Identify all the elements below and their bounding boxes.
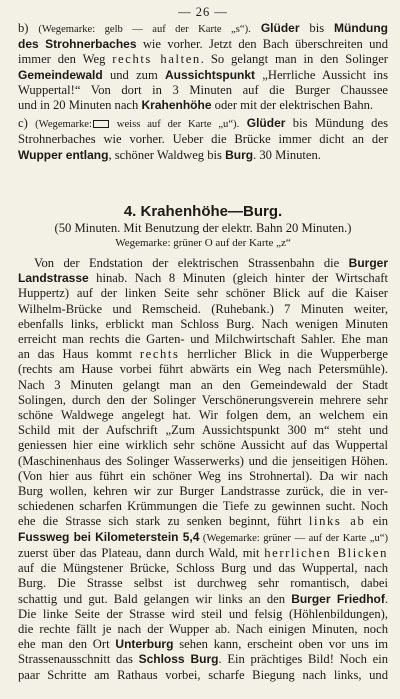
- text-span: bis Mündung des: [285, 116, 388, 131]
- text-span: (rechts am Hause vorbei führt abwärts ein Weg nach Petersmühle).: [18, 362, 388, 377]
- text-span: Burg. Die Strasse selbst ist durchweg sehr romantisch, dabei: [18, 576, 388, 591]
- section-b-line-3: [18, 52, 388, 67]
- body-line: [18, 652, 388, 667]
- place-name: Burger: [348, 256, 388, 271]
- body-line: [18, 499, 388, 514]
- text-span: und in 20 Minuten nach: [18, 98, 142, 113]
- body-line: [18, 637, 388, 652]
- body-line: [18, 469, 388, 484]
- text-span: .: [384, 591, 388, 606]
- body-line: [18, 454, 388, 469]
- text-span: , schöner Waldweg bis: [108, 147, 226, 162]
- text-span: wie vorher. Jetzt den Bach überschreiten und: [136, 37, 388, 52]
- waymark-note: (Wegemarke:: [35, 119, 92, 131]
- body-line: [18, 423, 388, 438]
- text-span: Schild mit der Aufschrift „Zum Aussichtspunkt 300 m“ steht und: [18, 423, 388, 438]
- text-span: Solingen, durch den der Solinger Verschönerungsverein mehrere sehr: [18, 392, 388, 407]
- waymark-note: (Wegemarke: gelb — auf der Karte „s“).: [38, 24, 251, 35]
- text-span: und zum: [102, 67, 166, 82]
- body-line: [18, 256, 388, 271]
- text-span: ebenfalls links, erblickt man Schloss Burg. Nach wenigen Minuten: [18, 316, 388, 331]
- body-line: [18, 561, 388, 576]
- place-name: Gemeindewald: [18, 67, 103, 82]
- place-name: Glüder: [250, 21, 300, 35]
- section-4-body: [18, 256, 388, 683]
- text-span: geniessen hier eine wirklich sehr schöne Aussicht auf das Wuppertal: [18, 438, 388, 453]
- text-span: schattig und gut. Bald gelangen wir links an den: [18, 591, 292, 606]
- text-span: „Herrliche Aussicht ins: [255, 67, 388, 82]
- text-span: an das Haus kommt: [18, 347, 140, 362]
- text-span: immer den Weg: [18, 52, 113, 67]
- body-line: [18, 546, 388, 561]
- section-b-line-1: [18, 21, 388, 37]
- text-span: (Von hier aus führt ein schöner Weg ins Strohnertal). Da wir nach: [18, 468, 388, 483]
- text-span: Wuppertal!“ Von dort in 3 Minuten auf die Burger Chaussee: [18, 82, 388, 97]
- text-span: bis: [299, 21, 335, 35]
- text-span: sehen kann, erscheint oben vor uns im: [173, 637, 388, 652]
- body-line: [18, 347, 388, 362]
- place-name: Burger Friedhof: [291, 591, 385, 606]
- text-span: Burg wollen, kehren wir zur Burger Landstrasse zurück, die in ver-: [18, 484, 388, 499]
- body-line: [18, 484, 388, 499]
- text-span: oder mit der elektrischen Bahn.: [211, 98, 374, 113]
- text-span: zuerst über das Plateau, dann durch Wald, mit: [18, 545, 265, 560]
- body-line: [18, 622, 388, 637]
- text-span: die rechte fällt je nach der Wupper ab. Nach einigen Minuten, noch: [18, 621, 388, 636]
- place-name: Krahenhöhe: [141, 98, 212, 113]
- waymark-line: Wegemarke: grüner O auf der Karte „z“: [115, 237, 291, 250]
- section-subtitle: (50 Minuten. Mit Benutzung der elektr. Bahn 20 Minuten.): [54, 220, 352, 235]
- item-label: b): [18, 21, 39, 35]
- body-line: [18, 332, 388, 347]
- body-line: [18, 592, 388, 607]
- text-span: schiedenen scharfen Krümmungen die Tiefe zu gewinnen sucht. Noch: [18, 499, 388, 514]
- body-line: [18, 668, 388, 683]
- text-span: hinab. Nach 8 Minuten (gleich hinter der Wirtschaft: [88, 271, 388, 286]
- place-name: Fussweg bei Kilometerstein 5,4: [18, 529, 200, 544]
- waymark-note: weiss auf der Karte „u“).: [109, 119, 240, 131]
- place-name: Schloss Burg: [138, 652, 219, 667]
- text-span: Strassenausschnitt das: [18, 652, 139, 667]
- section-b-line-4: [18, 68, 388, 83]
- section-c-line-1: [18, 116, 388, 132]
- body-line: [18, 438, 388, 453]
- place-name: Wupper entlang: [18, 147, 109, 162]
- text-span: ehe die Strasse sich stark zu senken beginnt, führt: [18, 514, 309, 529]
- body-line: [18, 514, 388, 529]
- place-name: Mündung: [334, 21, 388, 35]
- body-line: [18, 378, 388, 393]
- section-c: [18, 116, 388, 163]
- text-span: Strohnerbaches wie vorher. Ueber die Brücke immer dicht an der: [18, 132, 388, 147]
- body-line: [18, 607, 388, 622]
- item-label: c): [18, 116, 36, 131]
- section-c-line-3: [18, 148, 388, 163]
- body-line: [18, 317, 388, 332]
- body-line: [18, 393, 388, 408]
- text-span: . Ein prächtiges Bild! Noch ein: [218, 652, 388, 667]
- place-name: Glüder: [239, 116, 286, 131]
- text-span: Von der Endstation der elektrischen Strassenbahn die: [34, 256, 349, 271]
- emphasis-text: rechts: [139, 347, 180, 362]
- place-name: Unterburg: [115, 637, 174, 652]
- text-span: Wilhelm-Brücke und Remscheid. (Ruhebank.) 7 Minuten weiter,: [18, 301, 388, 316]
- body-line: [18, 362, 388, 377]
- section-b-line-2: [18, 37, 388, 52]
- body-line: [18, 286, 388, 301]
- emphasis-text: links ab: [308, 514, 366, 529]
- emphasis-text: herrlichen Blicken: [264, 545, 388, 560]
- text-span: herrlicher Blick in die Wupperberge: [179, 347, 388, 362]
- text-span: . So gelangt man in den Solinger: [200, 52, 388, 67]
- section-c-line-2: [18, 132, 388, 147]
- text-span: (Maschinenhaus des Solinger Wasserwerks) und die jenseitigen Höhen.: [18, 453, 388, 468]
- page-number: — 26 —: [178, 5, 228, 19]
- waymark-note: (Wegemarke: grüner — auf der Karte „u“): [199, 532, 388, 544]
- body-line: [18, 576, 388, 591]
- text-span: Die linke Seite der Strasse wird steil und felsig (Höhlenbildungen),: [18, 606, 388, 621]
- body-line: [18, 408, 388, 423]
- text-span: . 30 Minuten.: [253, 147, 321, 162]
- section-b-line-6: [18, 98, 388, 113]
- emphasis-text: rechts halten: [112, 52, 201, 67]
- text-span: schöne Waldwege angelegt hat. Wir folgen dem, an welchem ein: [18, 408, 388, 423]
- body-line: [18, 302, 388, 317]
- body-line: [18, 530, 388, 546]
- section-title: 4. Krahenhöhe—Burg.: [123, 202, 283, 220]
- body-line: [18, 271, 388, 286]
- text-span: erreicht man rechts die Garten- und Milchwirtschaft Sahler. Ehe man: [18, 332, 388, 347]
- place-name: Landstrasse: [18, 271, 89, 286]
- text-span: paar Schritte am Rathaus vorbei, scharfe Biegung nach links, und: [18, 667, 388, 682]
- text-span: auf die Müngstener Brücke, Schloss Burg und das Wuppertal, nach: [18, 561, 388, 576]
- text-span: Nach 3 Minuten gelangt man an den Gemeindewald der Stadt: [18, 377, 388, 392]
- section-b: [18, 21, 388, 113]
- text-span: Huppertz) auf der linken Seite sehr schöner Blick auf die Kaiser: [18, 286, 388, 301]
- place-name: Aussichtspunkt: [165, 67, 256, 82]
- white-rectangle-waymark-icon: [93, 120, 109, 128]
- section-b-line-5: [18, 83, 388, 98]
- place-name: des Strohnerbaches: [18, 37, 137, 52]
- text-span: ehe man den Ort: [18, 637, 116, 652]
- place-name: Burg: [225, 147, 254, 162]
- text-span: ein: [365, 514, 388, 529]
